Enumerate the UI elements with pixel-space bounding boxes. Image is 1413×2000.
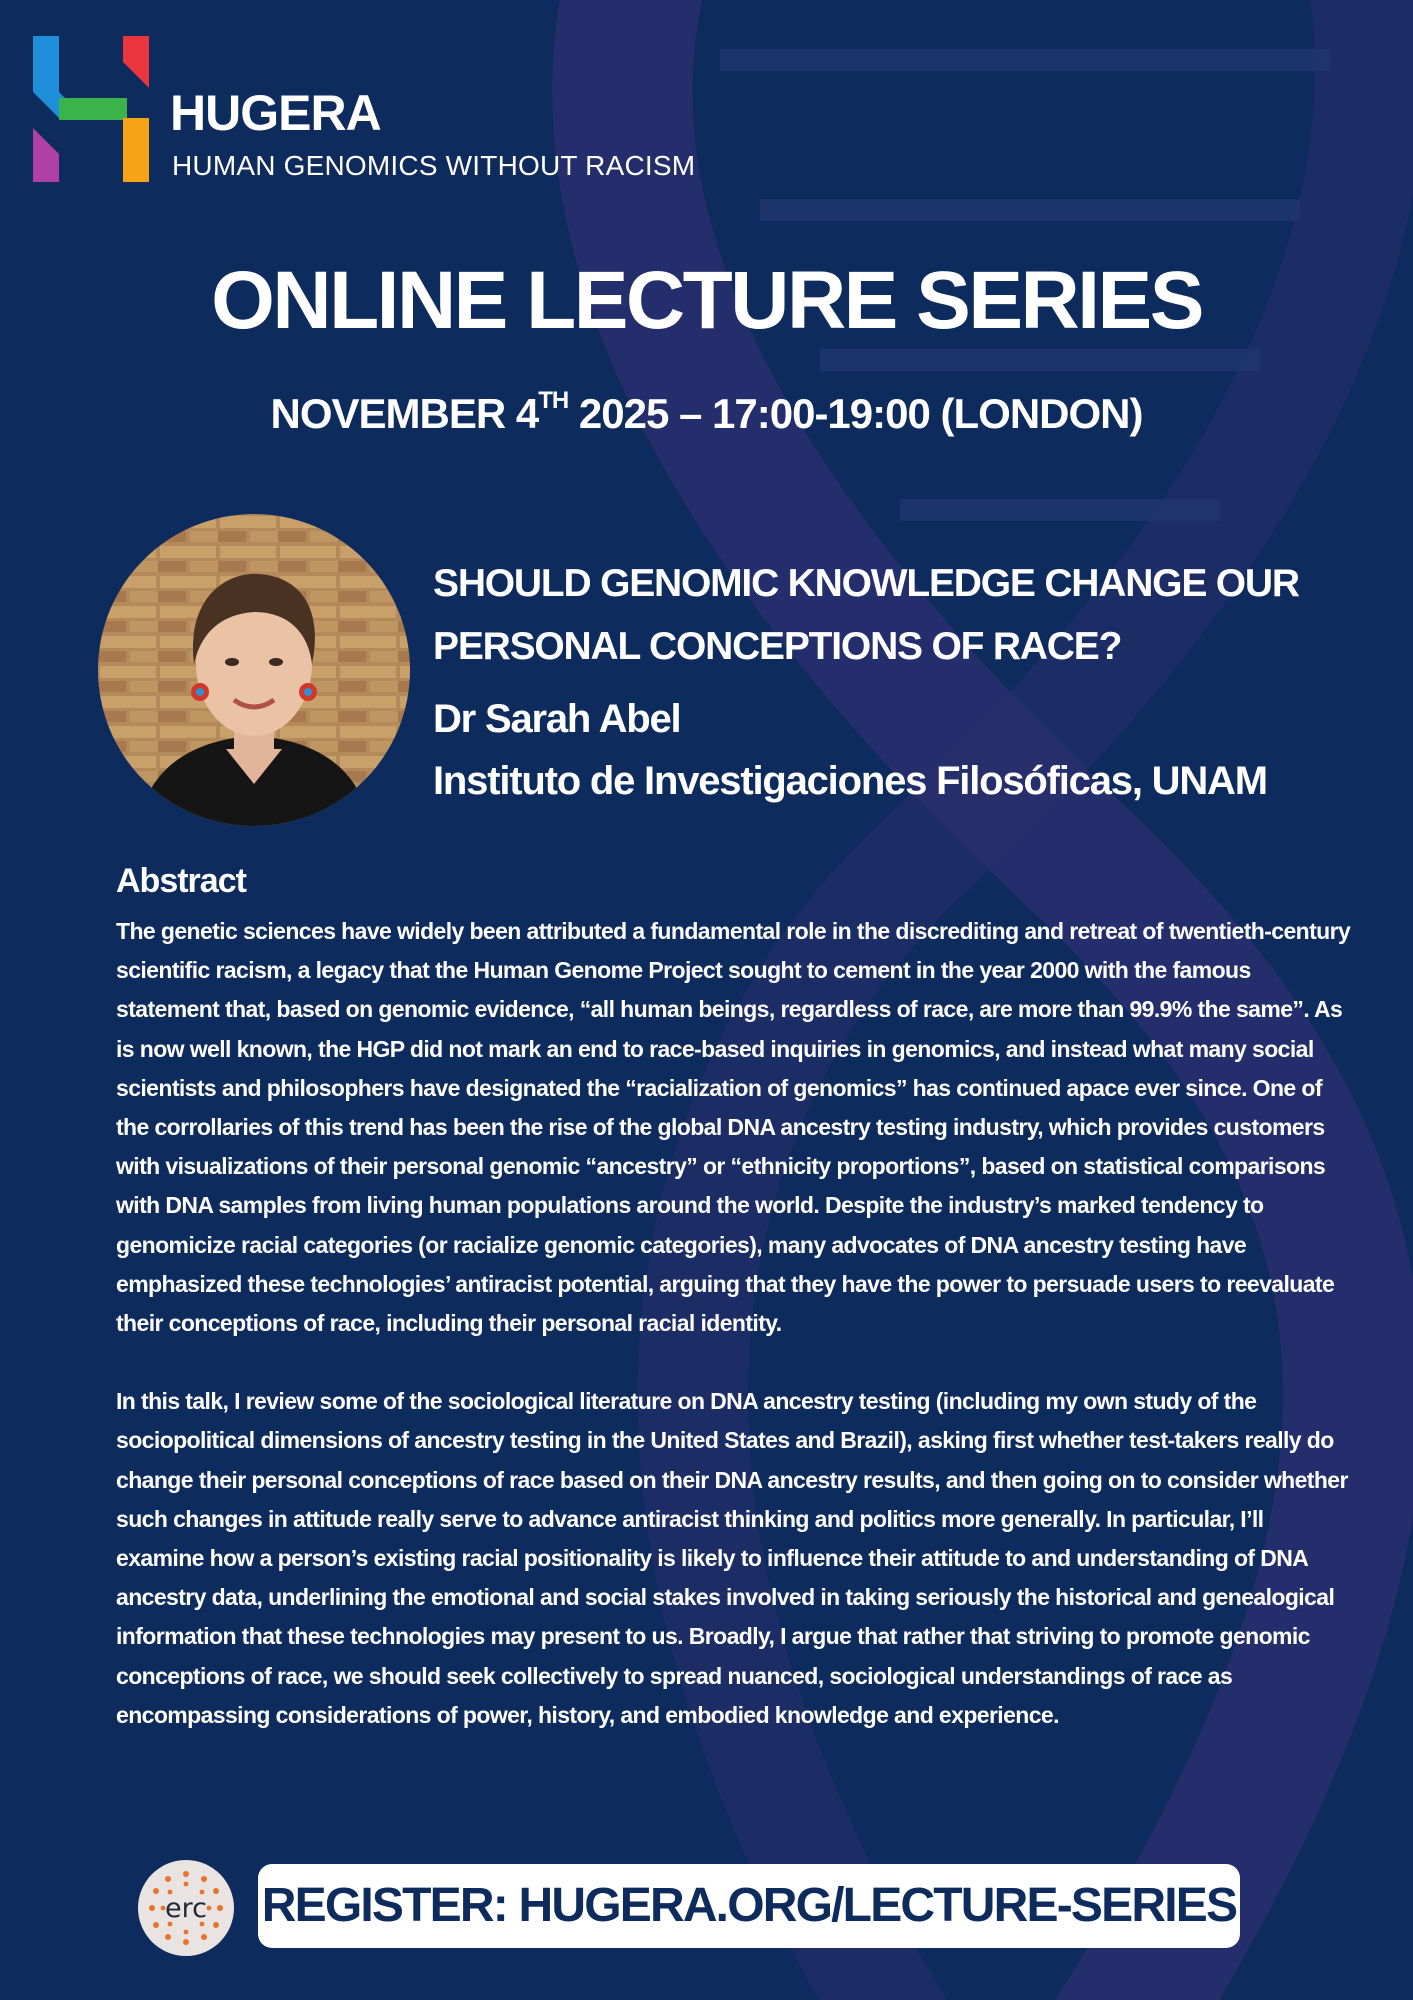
series-title: ONLINE LECTURE SERIES <box>211 255 1202 346</box>
event-date-time: 2025 – 17:00-19:00 (LONDON) <box>568 390 1143 437</box>
event-date-day: NOVEMBER 4 <box>270 390 539 437</box>
abstract-body <box>116 912 1356 1735</box>
speaker-photo <box>98 514 410 826</box>
speaker-name: Dr Sarah Abel <box>433 697 681 741</box>
event-date <box>0 387 1413 437</box>
speaker-affiliation: Instituto de Investigaciones Filosóficas, UNAM <box>433 759 1267 803</box>
register-banner[interactable] <box>258 1864 1240 1948</box>
event-date-ordinal: TH <box>538 387 569 414</box>
register-link[interactable]: REGISTER: HUGERA.ORG/LECTURE-SERIES <box>261 1879 1237 1932</box>
talk-title-line-1: SHOULD GENOMIC KNOWLEDGE CHANGE OUR <box>433 562 1299 605</box>
erc-label: erc <box>165 1892 207 1924</box>
abstract-heading: Abstract <box>116 862 246 900</box>
hugera-logo-icon <box>33 36 153 182</box>
erc-logo-icon <box>138 1860 234 1956</box>
talk-title <box>433 552 1333 678</box>
talk-title-line-2: PERSONAL CONCEPTIONS OF RACE? <box>433 625 1122 668</box>
brand-name: HUGERA <box>170 85 381 141</box>
brand-tagline: HUMAN GENOMICS WITHOUT RACISM <box>172 150 696 181</box>
abstract-paragraph-1: The genetic sciences have widely been attributed a fundamental role in the discrediting and retreat of twentieth-century scientific racism, a legacy that the Human Genome Project sought to cement in the year 2000 with the famous statement that, based on genomic evidence, “all human beings, regardless of race, are more than 99.9% the same”. As is now well known, the HGP did not mark an end to race-based inquiries in genomics, and instead what many social scientists and philosophers have designated the “racialization of genomics” has continued apace ever since. One of the corrollaries of this trend has been the rise of the global DNA ancestry testing industry, which provides customers with visualizations of their personal genomic “ancestry” or “ethnicity proportions”, based on statistical comparisons with DNA samples from living human populations around the world. Despite the industry’s marked tendency to genomicize racial categories (or racialize genomic categories), many advocates of DNA ancestry testing have emphasized these technologies’ antiracist potential, arguing that they have the power to persuade users to reevaluate their conceptions of race, including their personal racial identity. <box>116 918 1351 1337</box>
abstract-paragraph-2: In this talk, I review some of the sociological literature on DNA ancestry testing (including my own study of the sociopolitical dimensions of ancestry testing in the United States and Brazil), asking first whether test-takers really do change their personal conceptions of race based on their DNA ancestry results, and then going on to consider whether such changes in attitude really serve to advance antiracist thinking and politics more generally. In particular, I’ll examine how a person’s existing racial positionality is likely to influence their attitude to and understanding of DNA ancestry data, underlining the emotional and social stakes involved in taking seriously the historical and genealogical information that these technologies may present to us. Broadly, I argue that rather that striving to promote genomic conceptions of race, we should seek collectively to spread nuanced, sociological understandings of race as encompassing considerations of power, history, and embodied knowledge and experience. <box>116 1388 1348 1728</box>
